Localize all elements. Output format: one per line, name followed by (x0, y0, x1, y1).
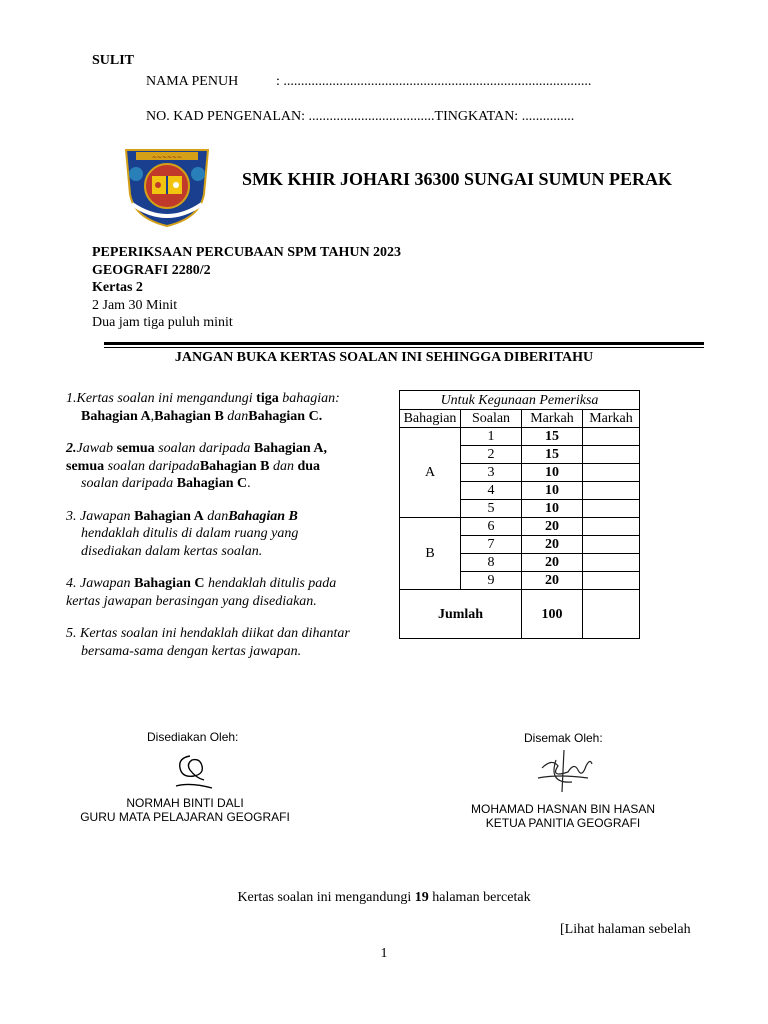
signature-2-icon (528, 748, 598, 796)
score-cell (583, 554, 640, 572)
checked-by-label: Disemak Oleh: (524, 731, 603, 745)
total-value: 100 (522, 590, 583, 639)
header-soalan: Soalan (461, 410, 522, 428)
score-cell (583, 464, 640, 482)
total-score-cell (583, 590, 640, 639)
table-caption: Untuk Kegunaan Pemeriksa (400, 391, 640, 410)
table-row: 7 20 (400, 536, 640, 554)
prepared-by-name: NORMAH BINTI DALI (126, 796, 244, 810)
checked-by-role: KETUA PANITIA GEOGRAFI (485, 816, 641, 830)
checked-by-block (438, 802, 688, 830)
paper-number: Kertas 2 (92, 280, 143, 295)
duration-words: Dua jam tiga puluh minit (92, 315, 233, 330)
table-row: 2 15 (400, 446, 640, 464)
prepared-by-block (60, 796, 310, 824)
header-bahagian: Bahagian (400, 410, 461, 428)
table-row: 9 20 (400, 572, 640, 590)
instruction-1: 1.Kertas soalan ini mengandungi tiga bahagian: Bahagian A,Bahagian B danBahagian C. (66, 391, 340, 424)
instruction-4: 4. Jawapan Bahagian C hendaklah ditulis pada kertas jawapan berasingan yang disediakan. (66, 576, 337, 609)
total-label: Jumlah (400, 590, 522, 639)
divider-thick (104, 342, 704, 345)
table-row: B 6 20 (400, 518, 640, 536)
prepared-by-label: Disediakan Oleh: (147, 730, 239, 744)
header-markah-awarded: Markah (583, 410, 640, 428)
classification-label: SULIT (92, 53, 135, 68)
next-page-note: [Lihat halaman sebelah (560, 922, 691, 937)
marks-table (399, 390, 640, 639)
table-row: 8 20 (400, 554, 640, 572)
total-row (400, 590, 640, 639)
warning-heading: JANGAN BUKA KERTAS SOALAN INI SEHINGGA DIBERITAHU (174, 350, 594, 365)
score-cell (583, 500, 640, 518)
score-cell (583, 536, 640, 554)
score-cell (583, 446, 640, 464)
score-cell (583, 482, 640, 500)
page-count-note: Kertas soalan ini mengandungi 19 halaman bercetak (237, 890, 531, 905)
table-row: 3 10 (400, 464, 640, 482)
score-cell (583, 518, 640, 536)
name-field-row (146, 74, 591, 90)
svg-text:~~~~~~: ~~~~~~ (151, 154, 183, 161)
name-blank-line: : ........................................................................................ (276, 74, 592, 89)
checked-by-name: MOHAMAD HASNAN BIN HASAN (470, 802, 656, 816)
subject-code: GEOGRAFI 2280/2 (92, 262, 211, 278)
school-crest-logo-icon (122, 144, 212, 228)
divider-thin (104, 347, 704, 348)
instructions (66, 390, 386, 675)
table-row: 5 10 (400, 500, 640, 518)
school-name: SMK KHIR JOHARI 36300 SUNGAI SUMUN PERAK (242, 169, 673, 189)
section-b-cell: B (400, 518, 461, 590)
table-row: 4 10 (400, 482, 640, 500)
instruction-2: 2.Jawab semua soalan daripada Bahagian A, semua soalan daripadaBahagian B dan dua soalan daripada Bahagian C. (66, 441, 328, 491)
score-cell (583, 428, 640, 446)
instruction-5: 5. Kertas soalan ini hendaklah diikat dan dihantar bersama-sama dengan kertas jawapan. (66, 626, 350, 659)
page-number: 1 (380, 946, 388, 961)
score-cell (583, 572, 640, 590)
table-row: A 1 15 (400, 428, 640, 446)
signature-1-icon (168, 752, 218, 792)
name-label: NAMA PENUH (146, 74, 239, 89)
instruction-3: 3. Jawapan Bahagian A danBahagian B hendaklah ditulis di dalam ruang yang disediakan dalam kertas soalan. (66, 508, 299, 559)
section-a-cell: A (400, 428, 461, 518)
duration: 2 Jam 30 Minit (92, 297, 178, 313)
prepared-by-role: GURU MATA PELAJARAN GEOGRAFI (80, 810, 290, 824)
exam-title: PEPERIKSAAN PERCUBAAN SPM TAHUN 2023 (92, 245, 402, 260)
ic-and-form-field-row: NO. KAD PENGENALAN: ....................................TINGKATAN: ............... (146, 109, 575, 124)
header-markah: Markah (522, 410, 583, 428)
exam-info (92, 244, 401, 332)
